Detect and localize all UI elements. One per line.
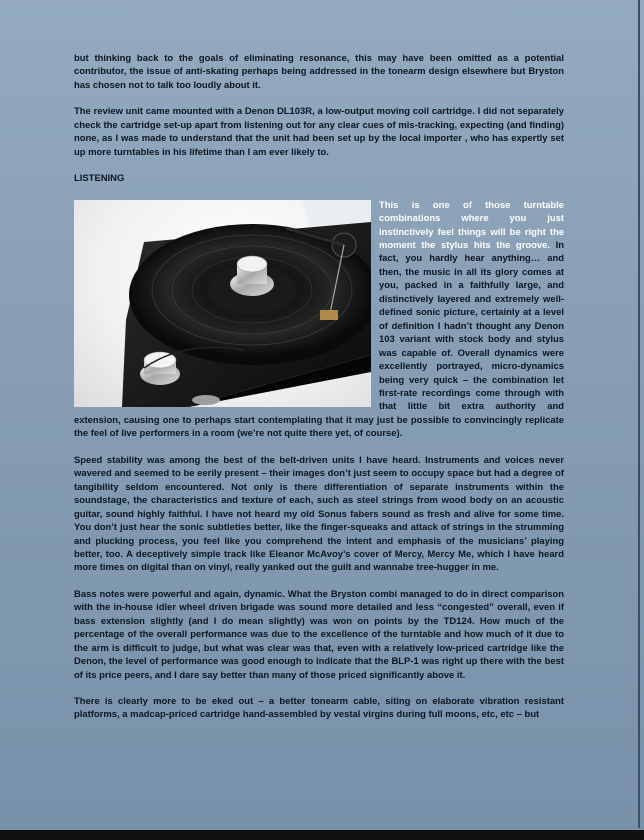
listening-text: In fact, you hardly hear anything… and then, the music in all its glory comes at you, packed in a faithfully large, and distinctively layered and extremely well-defined sonic picture, certainly at a level of definition I hadn’t thought any Denon 103 variant with stock body and stylus was capable of. Overall dynamics were excellently portrayed, micro-dynamics being very quick – the combination let first-rate recordings come through with that little bit extra authority and extension, causing one to perhaps start contemplating that it may just be possible to convincingly replicate the feel of live performers in a room (we’re not quite there yet, of course). bbox=[74, 239, 564, 440]
paragraph-cartridge: The review unit came mounted with a Denon DL103R, a low-output moving coil cartridge. I did not separately check the cartridge set-up apart from listening out for any clear cues of mis-tracking, expecting (and finding) none, as I was made to understand that the unit had been set up by the local importer , who has expertly set up more turntables in his lifetime than I am ever likely to. bbox=[74, 106, 564, 158]
article-body bbox=[74, 52, 564, 735]
paragraph-conclusion: There is clearly more to be eked out – a better tonearm cable, siting on elaborate vibration resistant platforms, a madcap-priced cartridge hand-assembled by vestal virgins during full moons, etc, etc – but bbox=[74, 696, 564, 721]
listening-highlight: This is one of those turntable combinations where you just instinctively feel things will be right the moment the stylus hits the groove. bbox=[379, 199, 564, 251]
section-heading-listening: LISTENING bbox=[74, 173, 125, 185]
bottom-border bbox=[0, 830, 644, 840]
paragraph-antiskating: but thinking back to the goals of eliminating resonance, this may have been omitted as a potential contributor, the issue of anti-skating perhaps being addressed in the tonearm design elsewhere but Bryston has chosen not to talk too loudly about it. bbox=[74, 53, 564, 91]
paragraph-speed-stability: Speed stability was among the best of the belt-driven units I have heard. Instruments and voices never wavered and seemed to be eerily present – their images don’t just seem to occupy space but had a degree of tangibility seldom encountered. Not only is there differentiation of separate instruments within the soundstage, the characteristics and texture of each, such as steel strings from wood body on an acoustic guitar, sound highly faithful. I have not heard my old Sonus fabers sound as fresh and alive for some time. You don’t just hear the sonic subtleties better, like the finger-squeaks and attack of strings in the strumming and plucking process, you feel like you comprehend the intent and emphasis of the musicians’ playing better, too. A deceptively simple track like Eleanor McAvoy’s cover of Mercy, Mercy Me, which I have heard more times on digital than on vinyl, really yanked out the guilt and wannabe tree-hugger in me. bbox=[74, 454, 564, 574]
turntable-photo bbox=[74, 200, 371, 407]
turntable-illustration bbox=[74, 200, 371, 407]
paragraph-bass: Bass notes were powerful and again, dynamic. What the Bryston combi managed to do in direct comparison with the in-house idler wheel driven brigade was sound more detailed and less “congested” overall, even if bass extension slightly (and I do mean slightly) was won on points by the TD124. How much of the percentage of the overall performance was due to the excellence of the turntable and how much of it due to the arm is difficult to judge, but what was clear was that, even with a relatively low-priced cartridge like the Denon, the level of performance was good enough to indicate that the BLP-1 was right up there with the best of its price peers, and I dare say better than many of those priced significantly above it. bbox=[74, 588, 564, 681]
